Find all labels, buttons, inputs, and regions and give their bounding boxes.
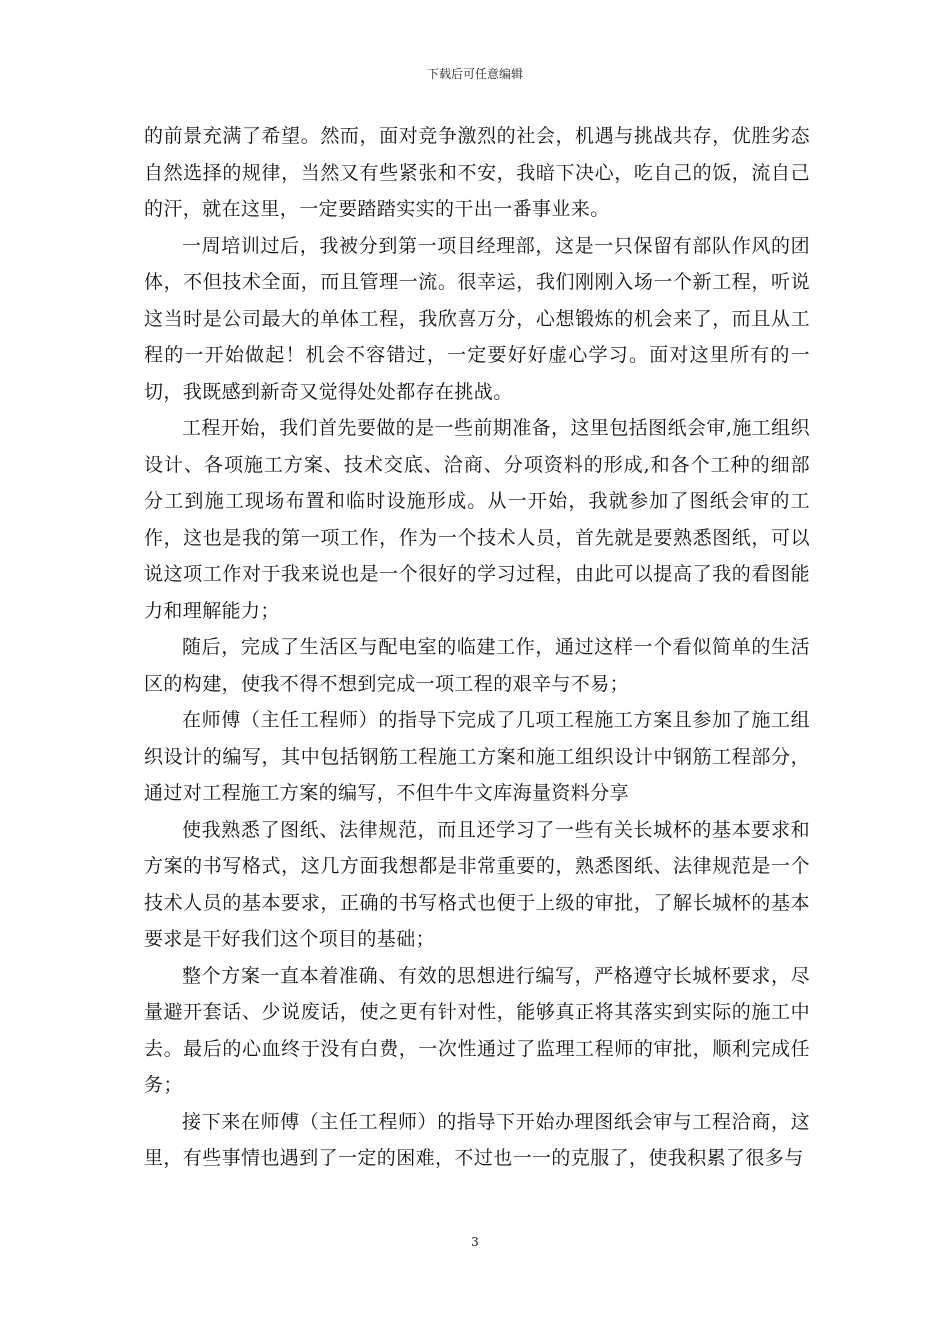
paragraph: 在师傅（主任工程师）的指导下完成了几项工程施工方案且参加了施工组织设计的编写，其中包括钢筋工程施工方案和施工组织设计中钢筋工程部分，通过对工程施工方案的编写，不但牛牛文库海量资料分享 [144,709,810,804]
paragraph: 使我熟悉了图纸、法律规范，而且还学习了一些有关长城杯的基本要求和方案的书写格式，这几方面我想都是非常重要的，熟悉图纸、法律规范是一个技术人员的基本要求，正确的书写格式也便于上级的审批，了解长城杯的基本要求是干好我们这个项目的基础； [144,818,810,950]
page-header: 下载后可任意编辑 [426,67,523,81]
paragraph: 整个方案一直本着准确、有效的思想进行编写，严格遵守长城杯要求，尽量避开套话、少说废话，使之更有针对性，能够真正将其落实到实际的施工中去。最后的心血终于没有白费，一次性通过了监理工程师的审批，顺利完成任务； [144,964,810,1096]
document-body [144,118,810,1177]
paragraph-continued: 的前景充满了希望。然而，面对竞争激烈的社会，机遇与挑战共存，优胜劣态自然选择的规律，当然又有些紧张和不安，我暗下决心，吃自己的饭，流自己的汗，就在这里，一定要踏踏实实的干出一番事业来。 [144,125,810,220]
paragraph: 接下来在师傅（主任工程师）的指导下开始办理图纸会审与工程洽商，这里，有些事情也遇到了一定的困难，不过也一一的克服了，使我积累了很多与 [144,1110,810,1169]
paragraph: 随后，完成了生活区与配电室的临建工作，通过这样一个看似简单的生活区的构建，使我不得不想到完成一项工程的艰辛与不易； [144,636,810,695]
page-number: 3 [471,1235,479,1249]
paragraph: 工程开始，我们首先要做的是一些前期准备，这里包括图纸会审,施工组织设计、各项施工方案、技术交底、洽商、分项资料的形成,和各个工种的细部分工到施工现场布置和临时设施形成。从一开始，我就参加了图纸会审的工作，这也是我的第一项工作，作为一个技术人员，首先就是要熟悉图纸，可以说这项工作对于我来说也是一个很好的学习过程，由此可以提高了我的看图能力和理解能力； [144,417,810,622]
paragraph: 一周培训过后，我被分到第一项目经理部，这是一只保留有部队作风的团体，不但技术全面，而且管理一流。很幸运，我们刚刚入场一个新工程，听说这当时是公司最大的单体工程，我欣喜万分，心想锻炼的机会来了，而且从工程的一开始做起！机会不容错过，一定要好好虚心学习。面对这里所有的一切，我既感到新奇又觉得处处都存在挑战。 [144,234,810,403]
